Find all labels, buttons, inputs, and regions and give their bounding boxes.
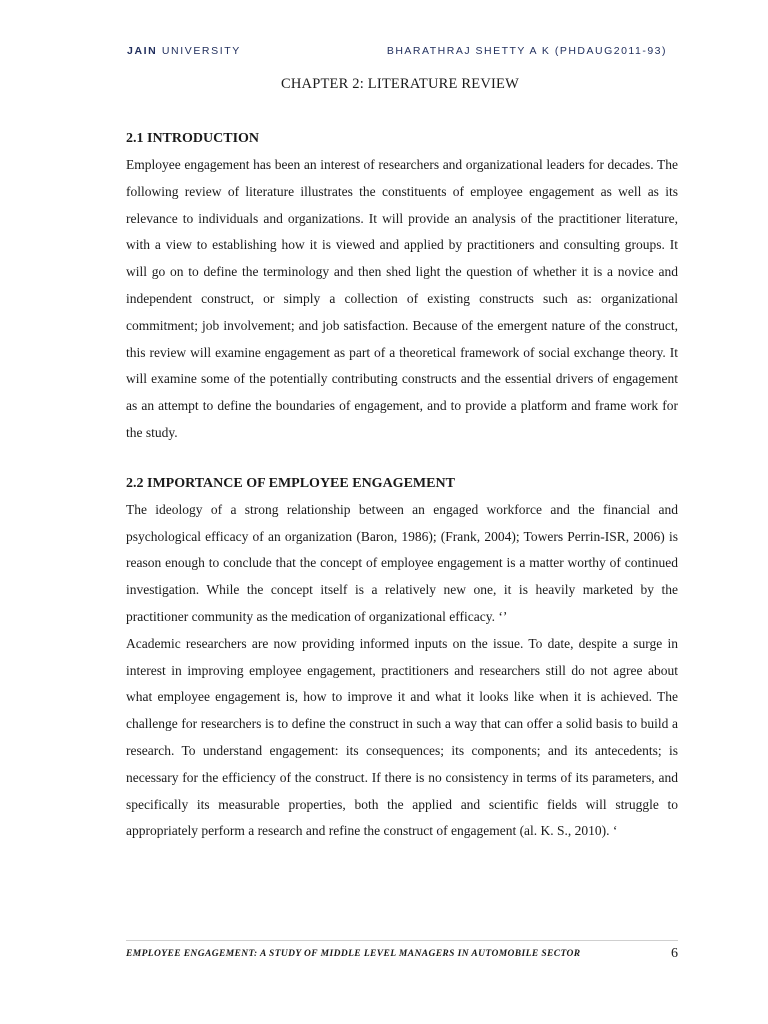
paragraph-importance-2: Academic researchers are now providing informed inputs on the issue. To date, despite a surge in interest in improving employee engagement, practitioners and researchers still do not agree about what employee engagement is, how to improve it and what it looks like when it is achieved. The challenge for researchers is to define the construct in such a way that can offer a solid basis to build a research. To understand engagement: its consequences; its components; and its antecedents; is necessary for the efficiency of the construct. If there is no consistency in terms of its parameters, and specifically its measurable properties, both the applied and scientific fields will struggle to appropriately perform a research and refine the construct of engagement (al. K. S., 2010). ‘ bbox=[126, 635, 678, 839]
section-heading-introduction: 2.1 INTRODUCTION bbox=[126, 131, 260, 146]
header-university-bold: JAIN bbox=[127, 45, 158, 57]
section-heading-importance: 2.2 IMPORTANCE OF EMPLOYEE ENGAGEMENT bbox=[126, 475, 455, 491]
page-number: 6 bbox=[671, 946, 678, 961]
footer-divider bbox=[126, 940, 678, 941]
document-body bbox=[126, 128, 678, 845]
chapter-title: CHAPTER 2: LITERATURE REVIEW bbox=[281, 76, 519, 92]
section-gap bbox=[126, 447, 678, 473]
running-header bbox=[127, 45, 667, 61]
paragraph-introduction: Employee engagement has been an interest of researchers and organizational leaders for decades. The following review of literature illustrates the constituents of employee engagement as well as its relevance to individuals and organizations. It will provide an analysis of the practitioner literature, with a view to establishing how it is viewed and applied by practitioners and consulting groups. It will go on to define the terminology and then shed light the question of whether it is a novice and independent construct, or simply a collection of existing constructs such as: organizational commitment; job involvement; and job satisfaction. Because of the emergent nature of the construct, this review will examine engagement as part of a theoretical framework of social exchange theory. It will examine some of the potentially contributing constructs and the essential drivers of engagement as an attempt to define the boundaries of engagement, and to provide a platform and frame work for the study. bbox=[126, 157, 678, 440]
paragraph-importance-1: The ideology of a strong relationship between an engaged workforce and the financial and psychological efficacy of an organization (Baron, 1986); (Frank, 2004); Towers Perrin-ISR, 2006) is reason enough to conclude that the concept of employee engagement is a matter worthy of continued investigation. While the concept itself is a relatively new one, it is heavily marketed by the practitioner community as the medication of organizational efficacy. ‘’ bbox=[126, 501, 678, 624]
running-footer bbox=[126, 946, 678, 966]
header-university bbox=[127, 45, 241, 57]
header-author: BHARATHRAJ SHETTY A K (PHDAUG2011-93) bbox=[386, 45, 667, 57]
footer-thesis-title: EMPLOYEE ENGAGEMENT: A STUDY OF MIDDLE LEVEL MANAGERS IN AUTOMOBILE SECTOR bbox=[126, 949, 581, 959]
header-university-rest: UNIVERSITY bbox=[157, 45, 241, 57]
